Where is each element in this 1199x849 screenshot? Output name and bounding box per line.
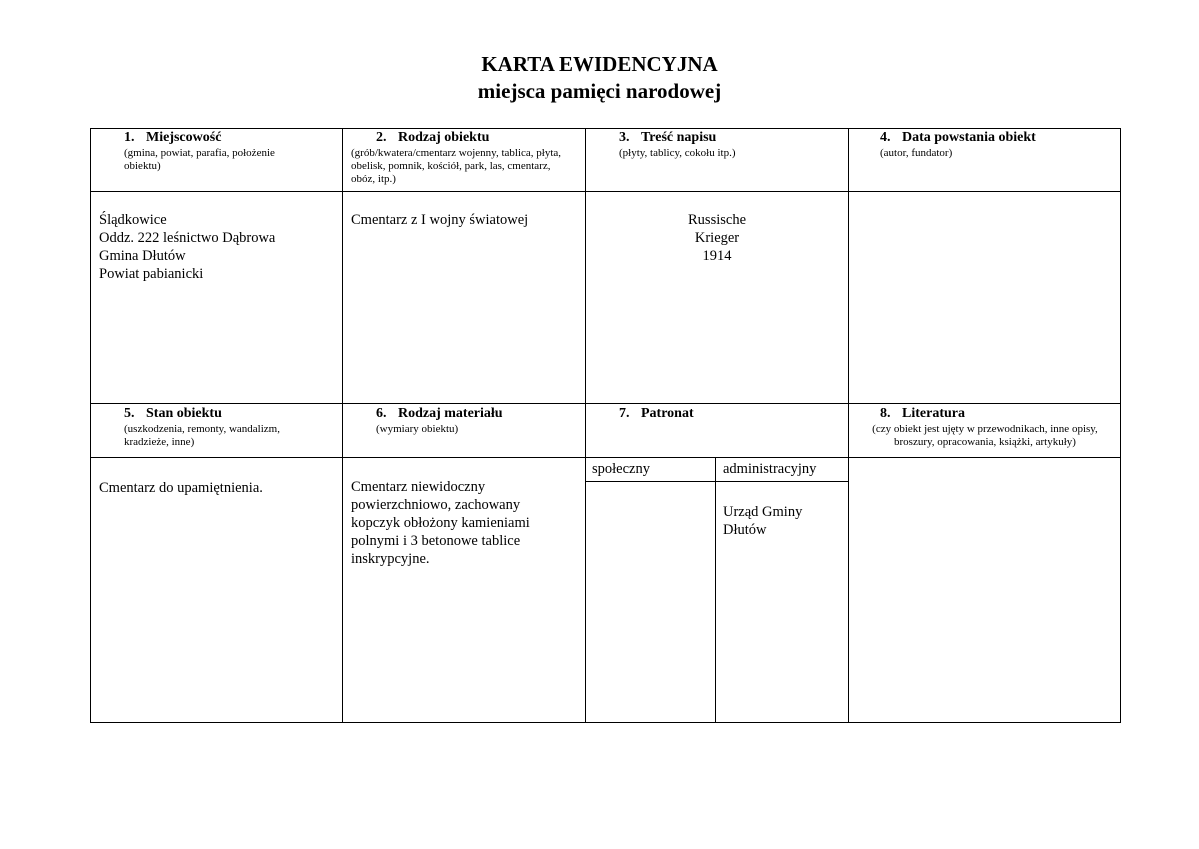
- rodzaj-materialu-value: Cmentarz niewidoczny powierzchniowo, zachowany kopczyk obłożony kamieniami polnymi i 3 betonowe tablice inskrypcyjne.: [351, 479, 530, 567]
- header-miejscowosc: [96, 130, 336, 173]
- header-stan-obiektu: [96, 406, 336, 449]
- patronat-administracyjny-value: Urząd Gminy Dłutów: [723, 504, 803, 538]
- document-subtitle: miejsca pamięci narodowej: [477, 79, 722, 103]
- header-tresc-napisu: [591, 130, 841, 160]
- stan-obiektu-value: Cmentarz do upamiętnienia.: [99, 480, 263, 496]
- patronat-spoleczny-label: społeczny: [592, 461, 650, 477]
- field-number: 8.: [880, 406, 891, 421]
- field-hint: (gmina, powiat, parafia, położenie obiektu): [124, 147, 275, 172]
- text-line: Ślądkowice: [99, 212, 167, 228]
- field-hint: (autor, fundator): [880, 147, 953, 159]
- field-hint: (płyty, tablicy, cokołu itp.): [619, 147, 736, 159]
- text-line: Gmina Dłutów: [99, 248, 186, 264]
- text-line: 1914: [702, 248, 732, 264]
- tresc-napisu-value: [586, 211, 848, 265]
- field-number: 1.: [124, 130, 135, 145]
- field-number: 2.: [376, 130, 387, 145]
- field-label: Data powstania obiekt: [902, 130, 1036, 145]
- field-number: 7.: [619, 406, 630, 421]
- patronat-administracyjny-label: administracyjny: [723, 461, 817, 477]
- field-hint: (czy obiekt jest ujęty w przewodnikach, inne opisy, broszury, opracowania, książki, artykuły): [872, 423, 1098, 448]
- rodzaj-obiektu-value: [351, 211, 581, 229]
- header-rodzaj-materialu: [348, 406, 580, 436]
- text-line: Powiat pabianicki: [99, 266, 204, 282]
- text-line: Oddz. 222 leśnictwo Dąbrowa: [99, 230, 276, 246]
- field-number: 6.: [376, 406, 387, 421]
- miejscowosc-value: [99, 211, 339, 283]
- header-patronat: [591, 406, 841, 422]
- field-number: 4.: [880, 130, 891, 145]
- field-label: Rodzaj obiektu: [398, 130, 490, 145]
- field-hint: (uszkodzenia, remonty, wandalizm, kradzieże, inne): [124, 423, 280, 448]
- field-hint: (grób/kwatera/cmentarz wojenny, tablica, płyta, obelisk, pomnik, kościół, park, las, cmentarz, obóz, itp.): [351, 147, 562, 185]
- field-label: Miejscowość: [146, 130, 222, 145]
- field-number: 3.: [619, 130, 630, 145]
- field-label: Literatura: [902, 406, 965, 421]
- text-line: Russische: [688, 212, 746, 228]
- text-line: Cmentarz z I wojny światowej: [351, 212, 529, 228]
- field-number: 5.: [124, 406, 135, 421]
- header-data-powstania: [854, 130, 1116, 160]
- header-literatura: [852, 406, 1118, 449]
- field-label: Treść napisu: [641, 130, 717, 145]
- field-label: Patronat: [641, 406, 694, 421]
- text-line: Krieger: [694, 230, 740, 246]
- header-rodzaj-obiektu: [348, 130, 580, 186]
- field-hint: (wymiary obiektu): [376, 423, 459, 435]
- field-label: Stan obiektu: [146, 406, 222, 421]
- field-label: Rodzaj materiału: [398, 406, 503, 421]
- document-title: KARTA EWIDENCYJNA: [481, 52, 718, 76]
